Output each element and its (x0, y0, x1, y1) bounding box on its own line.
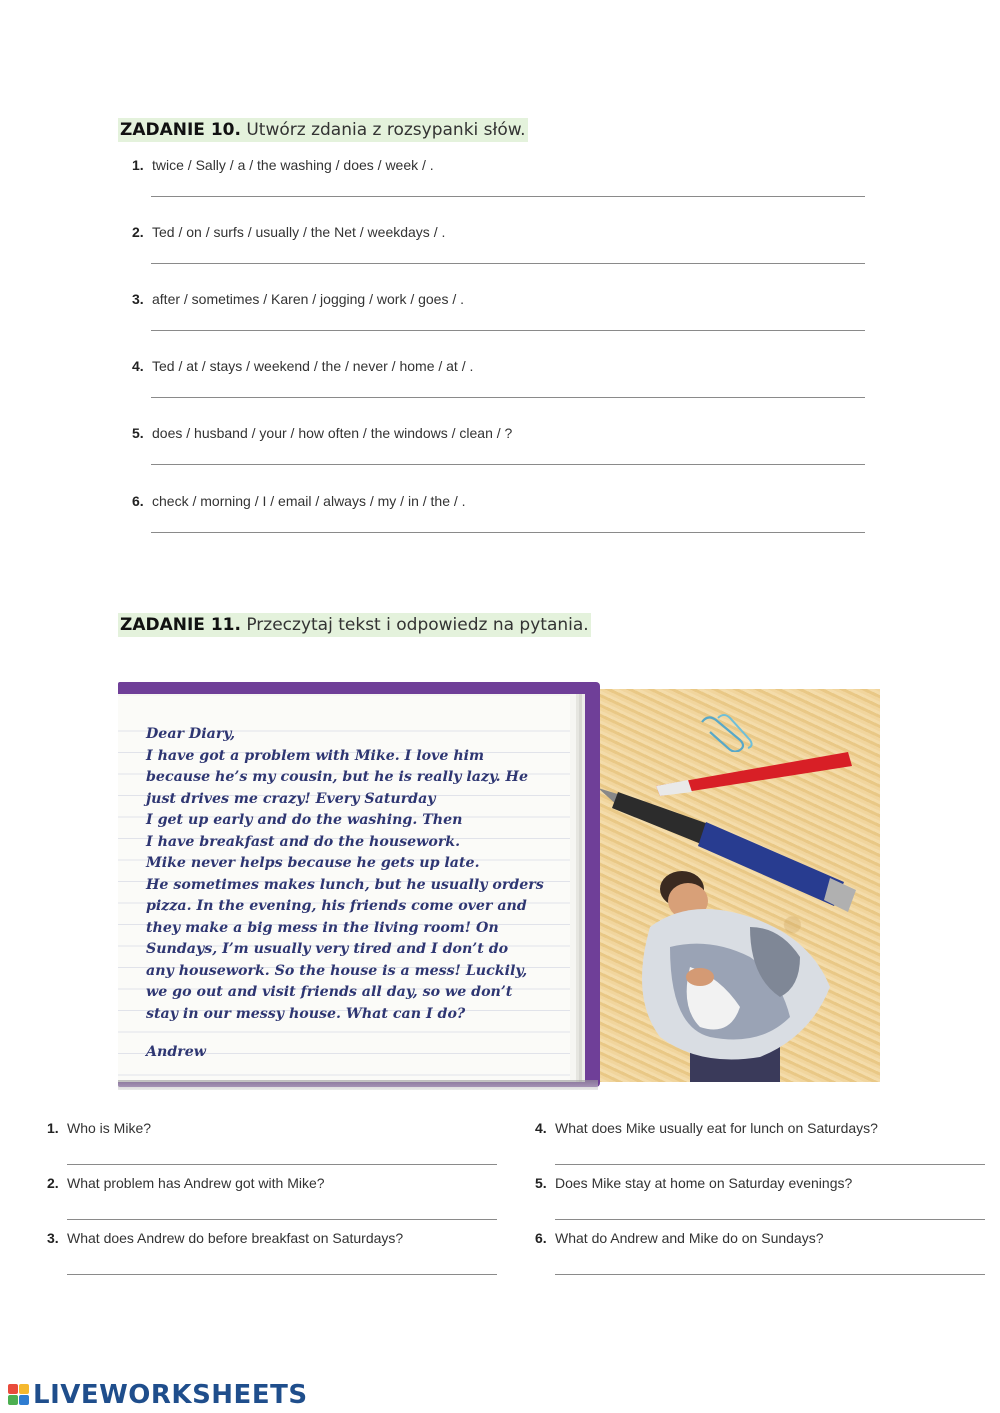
task10-label: ZADANIE 10. (120, 120, 241, 140)
diary-illustration (118, 682, 880, 1092)
question-number: 6. (535, 1230, 547, 1246)
item-number: 3. (132, 291, 144, 307)
diary-line: He sometimes makes lunch, but he usually orders (146, 876, 544, 893)
diary-line: we go out and visit friends all day, so we don’t (146, 984, 513, 1000)
question-text: What problem has Andrew got with Mike? (67, 1175, 325, 1191)
item-number: 5. (132, 425, 144, 441)
liveworksheets-logo[interactable] (8, 1380, 308, 1410)
question-number: 2. (47, 1175, 59, 1191)
question-number: 1. (47, 1120, 59, 1136)
answer-field-11-2[interactable] (67, 1200, 497, 1220)
answer-field-10-2[interactable] (151, 244, 865, 264)
answer-field-10-5[interactable] (151, 445, 865, 465)
answer-field-11-1[interactable] (67, 1145, 497, 1165)
diary-line: I have breakfast and do the housework. (146, 833, 461, 850)
logo-square (19, 1395, 29, 1405)
answer-field-11-4[interactable] (555, 1145, 985, 1165)
task10-item-6 (132, 493, 865, 549)
diary-line: I have got a problem with Mike. I love him (146, 747, 485, 764)
question-number: 5. (535, 1175, 547, 1191)
diary-line: they make a big mess in the living room! On (146, 919, 499, 936)
question-text: What does Mike usually eat for lunch on Saturdays? (555, 1120, 878, 1136)
diary-line: pizza. In the evening, his friends come over and (146, 898, 527, 914)
logo-square (19, 1384, 29, 1394)
diary-line: just drives me crazy! Every Saturday (146, 790, 436, 807)
question-text: What does Andrew do before breakfast on Saturdays? (67, 1230, 404, 1246)
scrambled-words: twice / Sally / a / the washing / does / week / . (152, 157, 434, 173)
question-text: What do Andrew and Mike do on Sundays? (555, 1230, 824, 1246)
item-number: 6. (132, 493, 144, 509)
item-number: 4. (132, 358, 144, 374)
diary-line: Sundays, I’m usually very tired and I don’t do (146, 941, 509, 957)
diary-line: any housework. So the house is a mess! Luckily, (146, 962, 528, 979)
answer-field-11-5[interactable] (555, 1200, 985, 1220)
diary-line: stay in our messy house. What can I do? (146, 1005, 466, 1022)
task10-instruction: Utwórz zdania z rozsypanki słów. (246, 120, 526, 140)
diary-text (146, 724, 566, 1025)
item-number: 2. (132, 224, 144, 240)
diary-line: Mike never helps because he gets up late. (146, 855, 480, 871)
diary-page (118, 696, 570, 1080)
task10-item-3 (132, 291, 865, 347)
scrambled-words: does / husband / your / how often / the windows / clean / ? (152, 425, 513, 441)
task10-heading (118, 118, 528, 142)
question-number: 3. (47, 1230, 59, 1246)
task10-item-1 (132, 157, 865, 213)
logo-square (8, 1395, 18, 1405)
question-number: 4. (535, 1120, 547, 1136)
diary-line: because he’s my cousin, but he is really lazy. He (146, 769, 528, 785)
task11-label: ZADANIE 11. (120, 615, 241, 635)
task11-instruction: Przeczytaj tekst i odpowiedz na pytania. (246, 615, 589, 635)
paperclip-icon (696, 712, 756, 752)
task10-item-4 (132, 358, 865, 414)
diary-signature: Andrew (146, 1044, 206, 1060)
task10-item-5 (132, 425, 865, 481)
logo-square (8, 1384, 18, 1394)
question-text: Does Mike stay at home on Saturday evenings? (555, 1175, 853, 1191)
question-text: Who is Mike? (67, 1120, 152, 1136)
scrambled-words: Ted / at / stays / weekend / the / never / home / at / . (152, 358, 474, 374)
scrambled-words: Ted / on / surfs / usually / the Net / weekdays / . (152, 224, 446, 240)
answer-field-10-3[interactable] (151, 311, 865, 331)
answer-field-11-3[interactable] (67, 1255, 497, 1275)
answer-field-10-4[interactable] (151, 378, 865, 398)
diary-line: I get up early and do the washing. Then (146, 812, 463, 828)
item-number: 1. (132, 157, 144, 173)
laundry-boy-photo (630, 867, 850, 1082)
logo-mark-icon (8, 1384, 30, 1406)
notebook-shadow (118, 1080, 598, 1090)
scrambled-words: after / sometimes / Karen / jogging / work / goes / . (152, 291, 465, 307)
task10-item-2 (132, 224, 865, 280)
scrambled-words: check / morning / I / email / always / my / in / the / . (152, 493, 466, 509)
task11-heading (118, 613, 591, 637)
answer-field-10-6[interactable] (151, 513, 865, 533)
answer-field-10-1[interactable] (151, 177, 865, 197)
answer-field-11-6[interactable] (555, 1255, 985, 1275)
logo-text: LIVEWORKSHEETS (33, 1380, 308, 1410)
diary-line: Dear Diary, (146, 726, 236, 742)
